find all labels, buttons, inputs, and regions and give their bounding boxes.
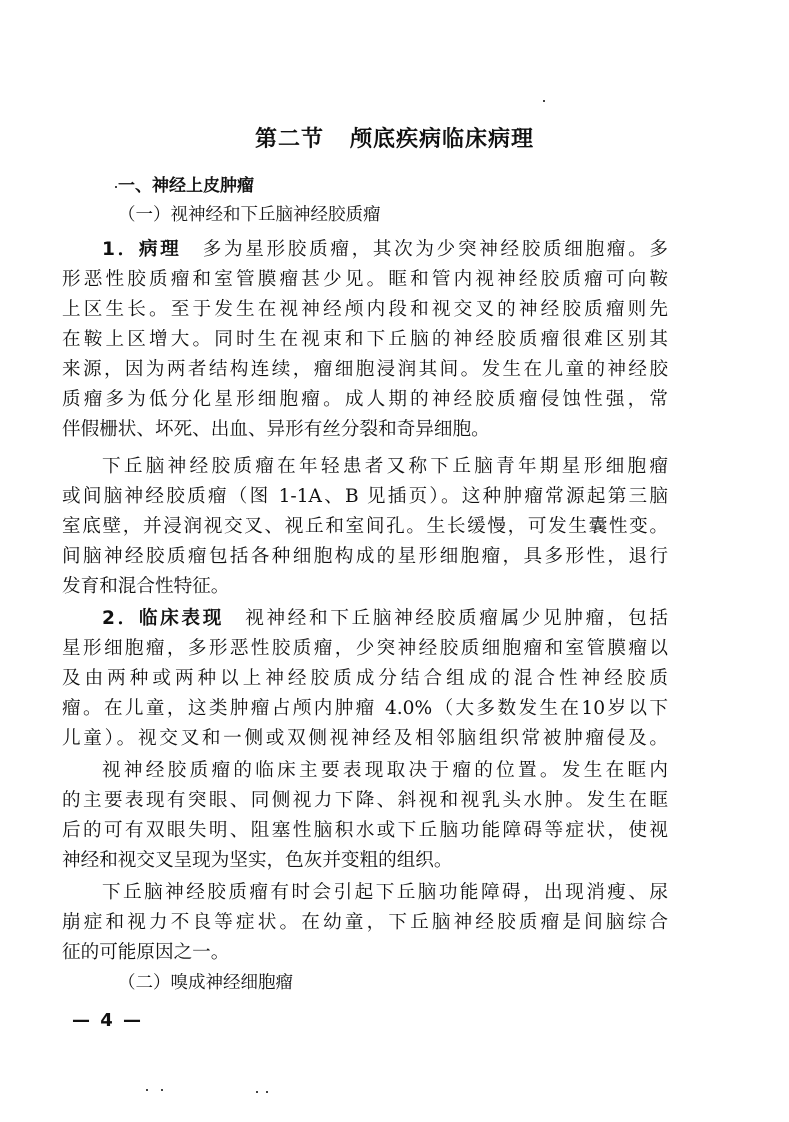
text-line: 或间脑神经胶质瘤（图 1-1A、B 见插页）。这种肿瘤常源起第三脑 [62,486,668,507]
text-line: 崩症和视力不良等症状。在幼童，下丘脑神经胶质瘤是间脑综合 [62,912,668,933]
text-line: 星形细胞瘤，多形恶性胶质瘤，少突神经胶质细胞瘤和室管膜瘤以 [62,638,668,659]
scan-speck [256,1091,258,1093]
text-line: 在鞍上区增大。同时生在视束和下丘脑的神经胶质瘤很难区别其 [62,329,668,350]
text-line: 下丘脑神经胶质瘤在年轻患者又称下丘脑青年期星形细胞瘤 [102,456,668,477]
section-title [0,122,789,153]
text-line: 室底壁，并浸润视交叉、视丘和室间孔。生长缓慢，可发生囊性变。 [62,516,668,537]
heading-level-2-olfactory-neuroblastoma: （二）嗅成神经细胞瘤 [118,973,293,993]
text-line: 神经和视交叉呈现为坚实，色灰并变粗的组织。 [62,850,453,871]
text-line: 质瘤多为低分化星形细胞瘤。成人期的神经胶质瘤侵蚀性强，常 [62,389,668,410]
text-line: 伴假栅状、坏死、出血、异形有丝分裂和奇异细胞。 [62,419,490,440]
text-line: 的主要表现有突眼、同侧视力下降、斜视和视乳头水肿。发生在眶 [62,790,668,811]
scan-speck [543,100,545,102]
subsection-lead-clinical: 2．临床表现 [102,608,224,629]
text-line: 形恶性胶质瘤和室管膜瘤甚少见。眶和管内视神经胶质瘤可向鞍 [62,269,668,290]
text-line [62,604,668,634]
text-line: 及由两种或两种以上神经胶质成分结合组成的混合性神经胶质 [62,668,668,689]
heading-level-2-optic-glioma: （一）视神经和下丘脑神经胶质瘤 [118,205,381,225]
subsection-lead-pathology: 1．病理 [102,239,182,260]
text-line: 后的可有双眼失明、阻塞性脑积水或下丘脑功能障碍等症状，使视 [62,820,668,841]
text-line: 征的可能原因之一。 [62,942,230,963]
text-line: 下丘脑神经胶质瘤有时会引起下丘脑功能障碍，出现消瘦、尿 [102,882,668,903]
section-name: 颅底疾病临床病理 [350,127,535,152]
text-line: 间脑神经胶质瘤包括各种细胞构成的星形细胞瘤，具多形性，退行 [62,546,668,567]
line-text: 视神经和下丘脑神经胶质瘤属少见肿瘤，包括 [245,608,668,629]
page-number: — 4 — [72,1010,144,1031]
heading-level-1: 一、神经上皮肿瘤 [118,176,254,196]
text-line: 瘤。在儿童，这类肿瘤占颅内肿瘤 4.0%（大多数发生在10岁以下 [62,698,668,719]
scan-speck [115,186,117,188]
text-line [62,235,668,265]
text-line: 来源，因为两者结构连续，瘤细胞浸润其间。发生在儿童的神经胶 [62,359,668,380]
text-line: 发育和混合性特征。 [62,576,230,597]
scan-speck [146,1089,148,1091]
text-line: 儿童）。视交叉和一侧或双侧视神经及相邻脑组织常被肿瘤侵及。 [62,728,668,749]
text-line: 视神经胶质瘤的临床主要表现取决于瘤的位置。发生在眶内 [102,760,668,781]
scan-speck [266,1091,268,1093]
text-line: 上区生长。至于发生在视神经颅内段和视交叉的神经胶质瘤则先 [62,299,668,320]
line-text: 多为星形胶质瘤，其次为少突神经胶质细胞瘤。多 [202,239,668,260]
scan-speck [161,1089,163,1091]
section-number: 第二节 [254,127,324,152]
